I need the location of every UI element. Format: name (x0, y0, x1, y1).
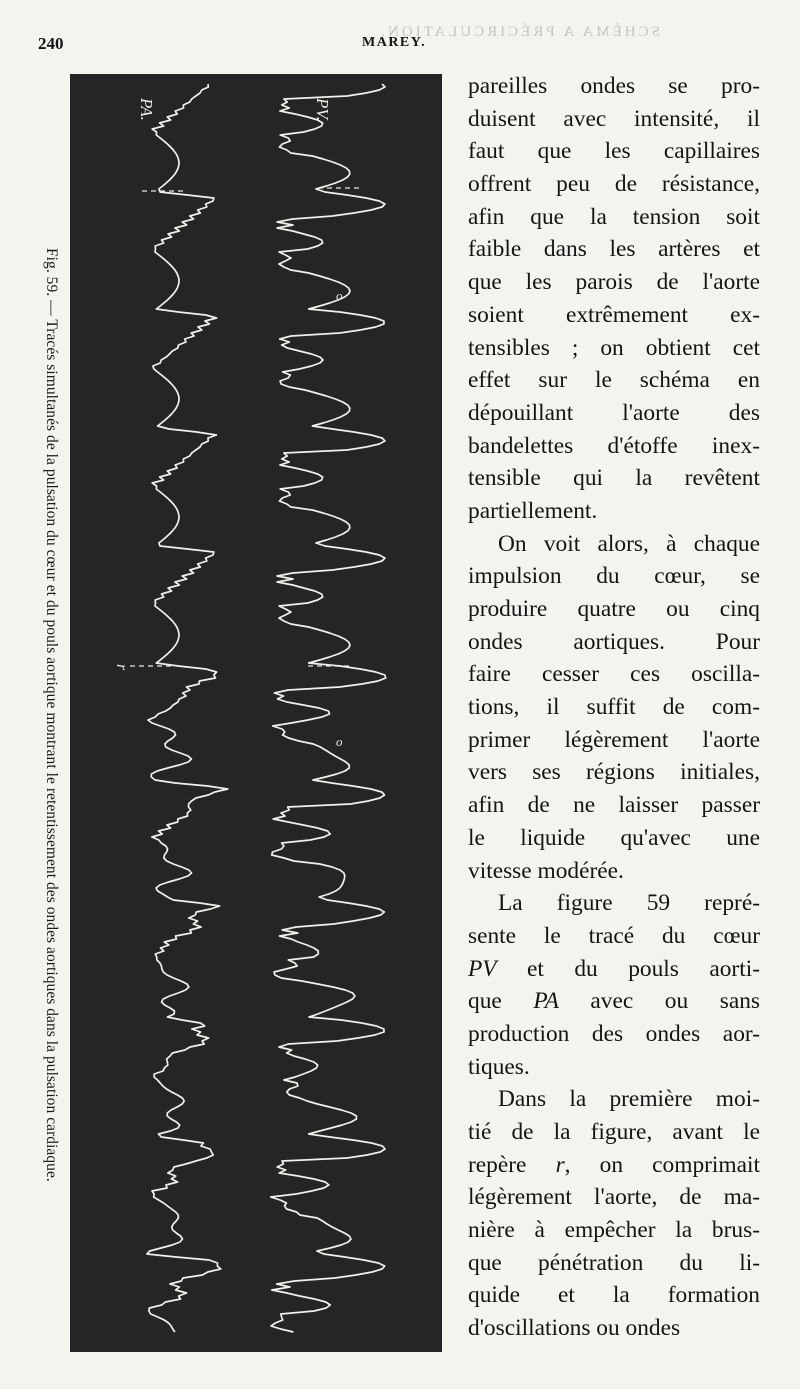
text-line: nière à empêcher la brus- (468, 1217, 760, 1244)
figure-caption-wrapper (36, 100, 66, 1330)
text-line: que les parois de l'aorte (468, 269, 760, 296)
text-line: que pénétration du li- (468, 1249, 760, 1276)
text-line: tiques. (468, 1053, 530, 1080)
text-line: faible dans les artères et (468, 236, 760, 263)
text-line: La figure 59 repré- (498, 890, 760, 917)
text-line: tions, il suffit de com- (468, 694, 760, 721)
tracing-plot (70, 74, 442, 1352)
running-head: MAREY. (362, 35, 427, 50)
trace-pa (147, 84, 228, 1332)
text-line: effet sur le schéma en (468, 367, 760, 394)
text-line: soient extrêmement ex- (468, 301, 760, 328)
label-pa: PA. (137, 98, 156, 121)
text-line: légèrement l'aorte, de ma- (468, 1184, 760, 1211)
trace-note-o: o (336, 288, 343, 303)
trace-pv (271, 84, 386, 1332)
bleed-through-header: SCHÉMA A PRÉCIRCULATION. (378, 24, 660, 40)
tracing-figure (70, 74, 442, 1352)
text-line: primer légèrement l'aorte (468, 726, 760, 753)
text-line: afin que la tension soit (468, 203, 760, 230)
text-line: faire cesser ces oscilla- (468, 661, 760, 688)
text-line: produire quatre ou cinq (468, 596, 760, 622)
text-line: dépouillant l'aorte des (468, 399, 760, 426)
text-line: bandelettes d'étoffe inex- (468, 432, 760, 459)
label-repere-r: r (113, 664, 130, 671)
text-line: offrent peu de résistance, (468, 171, 760, 198)
text-line: production des ondes aor- (468, 1020, 760, 1047)
text-line: vitesse modérée. (468, 857, 624, 884)
text-line: d'oscillations ou ondes (468, 1315, 681, 1342)
page-number: 240 (38, 34, 64, 53)
text-line: ondes aortiques. Pour (468, 628, 760, 655)
text-line: faut que les capillaires (468, 138, 760, 165)
text-line: PV et du pouls aorti- (468, 955, 760, 982)
text-line: repère r, on comprimait (468, 1151, 760, 1178)
text-line: le liquide qu'avec une (468, 824, 760, 851)
text-line: Dans la première moi- (498, 1086, 760, 1113)
text-line: que PA avec ou sans (468, 988, 760, 1015)
text-line: impulsion du cœur, se (468, 563, 760, 590)
text-line: quide et la formation (468, 1282, 760, 1309)
text-line: afin de ne laisser passer (468, 792, 760, 819)
text-line: pareilles ondes se pro- (468, 73, 760, 99)
body-text-column (468, 70, 760, 1345)
text-line: partiellement. (468, 497, 598, 524)
text-line: On voit alors, à chaque (498, 530, 760, 557)
figure-caption: Fig. 59. — Tracés simultanés de la pulsation du cœur et du pouls aortique montrant le retentissement des ondes aortiques dans la pulsation cardiaque. (43, 248, 60, 1182)
trace-note-o-lower: o (336, 734, 343, 749)
text-line: tensible qui la revêtent (468, 465, 760, 492)
text-line: sente le tracé du cœur (468, 922, 760, 949)
text-line: vers ses régions initiales, (468, 759, 760, 786)
text-line: tensibles ; on obtient cet (468, 334, 760, 361)
text-line: duisent avec intensité, il (468, 105, 760, 132)
text-line: tié de la figure, avant le (468, 1119, 760, 1145)
label-pv: PV. (313, 98, 332, 121)
